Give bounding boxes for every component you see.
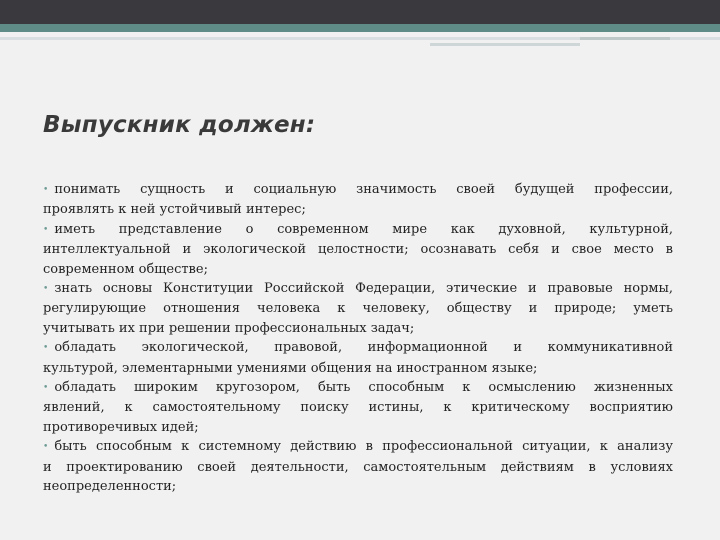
item-line: явлений, к самостоятельному поиску истины, к критическому восприятию (43, 400, 673, 416)
item-line: культурой, элементарными умениями общения на иностранном языке; (43, 360, 538, 376)
item-line: • быть способным к системному действию в профессиональной ситуации, к анализу (43, 439, 673, 455)
item-line: противоречивых идей; (43, 419, 199, 435)
bullet-icon: • (43, 224, 49, 235)
list-item (43, 338, 673, 378)
list-item (43, 378, 673, 437)
item-line: современном обществе; (43, 261, 208, 277)
item-line: • обладать широким кругозором, быть способным к осмыслению жизненных (43, 380, 673, 396)
item-line: • обладать экологической, правовой, информационной и коммуникативной (43, 340, 673, 356)
bullet-icon: • (43, 185, 49, 195)
bullet-icon: • (43, 343, 49, 354)
list-item (43, 180, 673, 220)
accent-thin-stripe-segment (430, 43, 580, 46)
bullet-icon: • (43, 442, 49, 453)
top-header-band (0, 0, 720, 24)
bullet-icon: • (43, 284, 49, 295)
bullet-icon: • (43, 383, 49, 394)
item-line: учитывать их при решении профессиональных задач; (43, 320, 415, 336)
slide-title: Выпускник должен: (43, 112, 316, 138)
item-line: регулирующие отношения человека к человеку, обществу и природе; уметь (43, 301, 673, 317)
requirements-list (43, 180, 673, 497)
list-item (43, 437, 673, 496)
item-line: интеллектуальной и экологической целостности; осознавать себя и свое место в (43, 242, 673, 258)
item-line: неопределенности; (43, 479, 177, 495)
list-item (43, 279, 673, 338)
list-item (43, 220, 673, 279)
item-line: • знать основы Конституции Российской Федерации, этические и правовые нормы, (43, 281, 673, 297)
item-line: и проектированию своей деятельности, самостоятельным действиям в условиях (43, 459, 673, 475)
accent-stripe (0, 24, 720, 32)
item-line: проявлять к ней устойчивый интерес; (43, 202, 306, 218)
item-line: • иметь представление о современном мире как духовной, культурной, (43, 221, 673, 237)
accent-thin-stripe-segment-right (580, 37, 670, 40)
item-line: • понимать сущность и социальную значимость своей будущей профессии, (43, 182, 673, 197)
